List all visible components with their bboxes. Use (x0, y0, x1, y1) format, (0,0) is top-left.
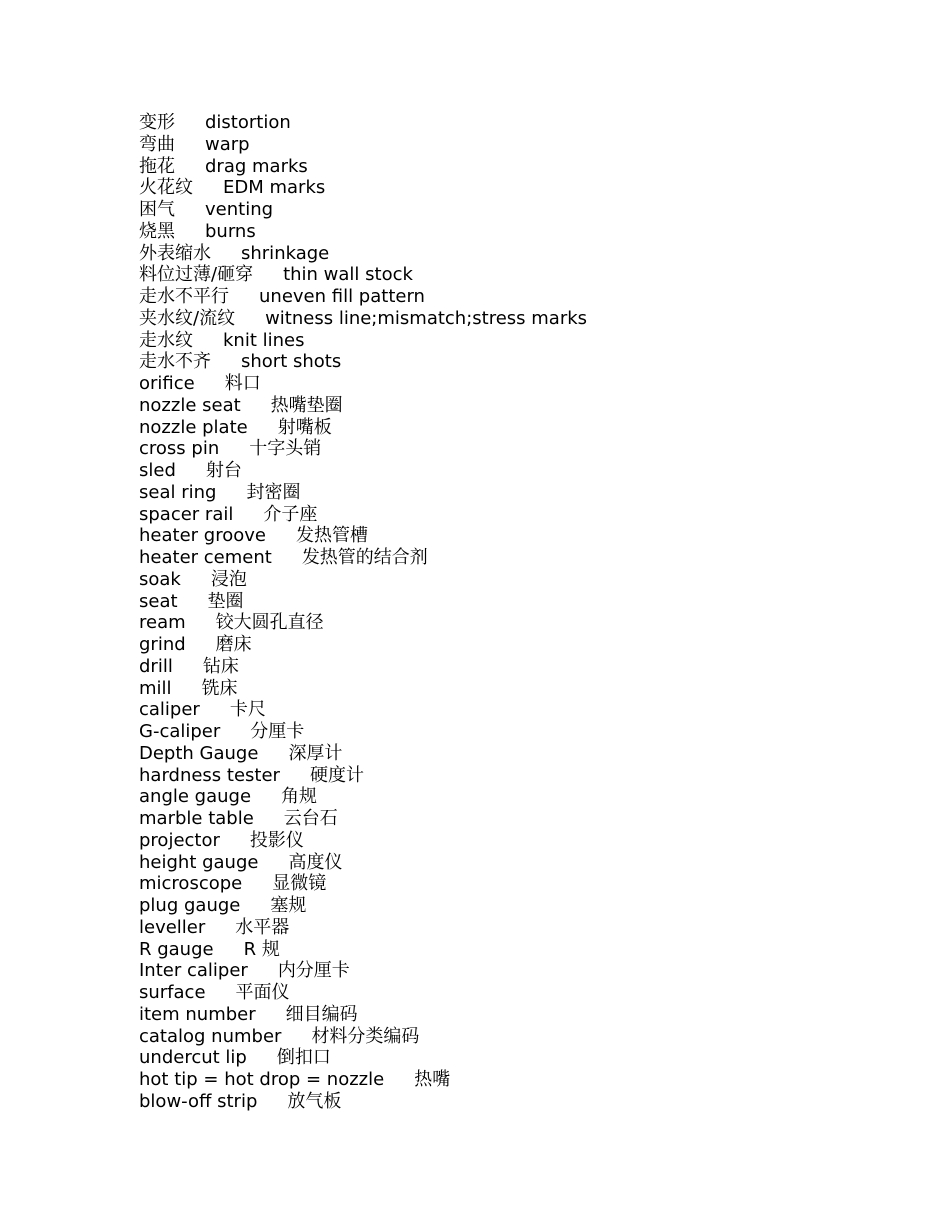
entry-translation: 热嘴 (414, 1069, 451, 1090)
entry-term: plug gauge (139, 895, 241, 916)
glossary-entry (139, 243, 587, 265)
glossary-entry (139, 873, 587, 895)
glossary-entry (139, 830, 587, 852)
entry-translation: 内分厘卡 (277, 960, 350, 982)
entry-term: orifice (139, 373, 195, 394)
entry-term: heater cement (139, 547, 272, 568)
glossary-entry (139, 286, 587, 308)
glossary-entry (139, 612, 587, 634)
entry-term: surface (139, 982, 206, 1003)
entry-term: seat (139, 590, 178, 612)
entry-term: caliper (139, 699, 200, 721)
entry-term: 变形 (139, 112, 175, 133)
entry-term: nozzle plate (139, 416, 248, 438)
glossary-entry (139, 721, 587, 743)
glossary-entry (139, 1026, 587, 1048)
entry-translation: shrinkage (241, 242, 330, 264)
entry-term: height gauge (139, 851, 259, 873)
entry-term: 走水不平行 (139, 286, 229, 307)
entry-term: item number (139, 1003, 256, 1025)
glossary-entry (139, 591, 587, 613)
entry-translation: 角规 (281, 786, 318, 808)
entry-term: undercut lip (139, 1047, 247, 1069)
glossary-entry (139, 569, 587, 591)
glossary-entry (139, 699, 587, 721)
entry-translation: 铰大圆孔直径 (215, 612, 324, 634)
entry-term: 走水不齐 (139, 351, 211, 373)
glossary-entry (139, 634, 587, 656)
entry-translation: 垫圈 (207, 590, 244, 612)
glossary-entry (139, 939, 587, 961)
entry-term: sled (139, 460, 176, 481)
entry-translation: 发热管槽 (295, 525, 368, 547)
entry-term: 夹水纹/流纹 (139, 307, 236, 329)
entry-term: soak (139, 568, 181, 590)
entry-term: hot tip = hot drop = nozzle (139, 1069, 385, 1090)
entry-translation: 塞规 (270, 895, 307, 916)
entry-term: 走水纹 (139, 329, 193, 351)
glossary-entry (139, 808, 587, 830)
glossary-entry (139, 960, 587, 982)
entry-translation: uneven fill pattern (259, 286, 425, 307)
glossary-entry (139, 525, 587, 547)
entry-translation: 介子座 (263, 503, 318, 525)
glossary-entry (139, 678, 587, 700)
glossary-entry (139, 504, 587, 526)
glossary-list (139, 112, 587, 1113)
entry-translation: 平面仪 (235, 982, 290, 1003)
entry-term: grind (139, 634, 186, 655)
entry-translation: 发热管的结合剂 (301, 547, 428, 568)
entry-translation: EDM marks (223, 177, 326, 199)
entry-translation: 高度仪 (288, 851, 343, 873)
entry-term: microscope (139, 873, 243, 895)
entry-translation: 材料分类编码 (311, 1025, 420, 1047)
entry-translation: 放气板 (287, 1090, 342, 1112)
glossary-entry (139, 417, 587, 439)
glossary-entry (139, 1047, 587, 1069)
entry-term: ream (139, 612, 186, 634)
entry-term: Depth Gauge (139, 742, 259, 764)
glossary-entry (139, 264, 587, 286)
entry-term: 火花纹 (139, 177, 193, 199)
entry-term: angle gauge (139, 786, 252, 808)
entry-translation: 十字头销 (249, 438, 322, 460)
glossary-entry (139, 177, 587, 199)
glossary-entry (139, 134, 587, 156)
entry-translation: 倒扣口 (276, 1047, 331, 1069)
entry-translation: 分厘卡 (250, 721, 305, 742)
glossary-entry (139, 765, 587, 787)
entry-term: 困气 (139, 199, 175, 220)
glossary-entry (139, 895, 587, 917)
entry-translation: 热嘴垫圈 (270, 394, 343, 416)
glossary-entry (139, 308, 587, 330)
entry-translation: knit lines (223, 329, 305, 351)
entry-term: G-caliper (139, 721, 221, 742)
entry-translation: drag marks (205, 155, 308, 177)
entry-translation: 浸泡 (210, 568, 247, 590)
glossary-entry (139, 395, 587, 417)
entry-translation: 深厚计 (288, 742, 343, 764)
entry-term: drill (139, 655, 173, 677)
entry-term: R gauge (139, 938, 214, 960)
entry-translation: 水平器 (235, 916, 290, 938)
glossary-entry (139, 852, 587, 874)
entry-term: blow-off strip (139, 1090, 258, 1112)
glossary-entry (139, 482, 587, 504)
glossary-entry (139, 351, 587, 373)
entry-translation: 投影仪 (249, 829, 304, 851)
entry-term: seal ring (139, 481, 217, 503)
entry-translation: venting (205, 199, 274, 220)
entry-translation: R 规 (243, 938, 280, 960)
entry-translation: 云台石 (283, 808, 338, 829)
glossary-entry (139, 1069, 587, 1091)
glossary-entry (139, 982, 587, 1004)
glossary-entry (139, 438, 587, 460)
glossary-entry (139, 786, 587, 808)
entry-translation: 显微镜 (272, 873, 327, 895)
glossary-entry (139, 199, 587, 221)
glossary-entry (139, 221, 587, 243)
entry-term: hardness tester (139, 764, 280, 786)
entry-term: heater groove (139, 525, 266, 547)
entry-translation: 射台 (205, 460, 242, 481)
entry-term: marble table (139, 808, 254, 829)
glossary-entry (139, 112, 587, 134)
glossary-entry (139, 547, 587, 569)
entry-translation: 硬度计 (309, 764, 364, 786)
glossary-entry (139, 1004, 587, 1026)
entry-translation: 细目编码 (285, 1003, 358, 1025)
entry-term: cross pin (139, 438, 220, 460)
entry-term: 拖花 (139, 155, 175, 177)
entry-translation: burns (205, 220, 256, 242)
entry-term: projector (139, 829, 220, 851)
entry-translation: 钻床 (202, 655, 239, 677)
entry-translation: 磨床 (215, 634, 252, 655)
entry-term: 弯曲 (139, 133, 175, 155)
entry-translation: distortion (205, 112, 291, 133)
entry-translation: warp (205, 133, 250, 155)
entry-term: 烧黑 (139, 220, 175, 242)
glossary-entry (139, 330, 587, 352)
glossary-entry (139, 156, 587, 178)
entry-term: mill (139, 677, 172, 699)
entry-term: nozzle seat (139, 394, 241, 416)
entry-translation: 封密圈 (246, 481, 301, 503)
entry-translation: 卡尺 (229, 699, 266, 721)
entry-translation: 射嘴板 (277, 416, 332, 438)
glossary-entry (139, 1091, 587, 1113)
entry-term: catalog number (139, 1025, 282, 1047)
glossary-entry (139, 917, 587, 939)
entry-term: 外表缩水 (139, 242, 211, 264)
entry-term: leveller (139, 916, 206, 938)
entry-translation: thin wall stock (283, 264, 413, 286)
entry-term: 料位过薄/砸穿 (139, 264, 254, 286)
entry-translation: short shots (241, 351, 342, 373)
entry-translation: 铣床 (201, 677, 238, 699)
entry-term: Inter caliper (139, 960, 248, 982)
glossary-entry (139, 373, 587, 395)
entry-translation: 料口 (224, 373, 261, 394)
entry-term: spacer rail (139, 503, 234, 525)
glossary-entry (139, 460, 587, 482)
glossary-entry (139, 743, 587, 765)
entry-translation: witness line;mismatch;stress marks (265, 307, 588, 329)
glossary-entry (139, 656, 587, 678)
